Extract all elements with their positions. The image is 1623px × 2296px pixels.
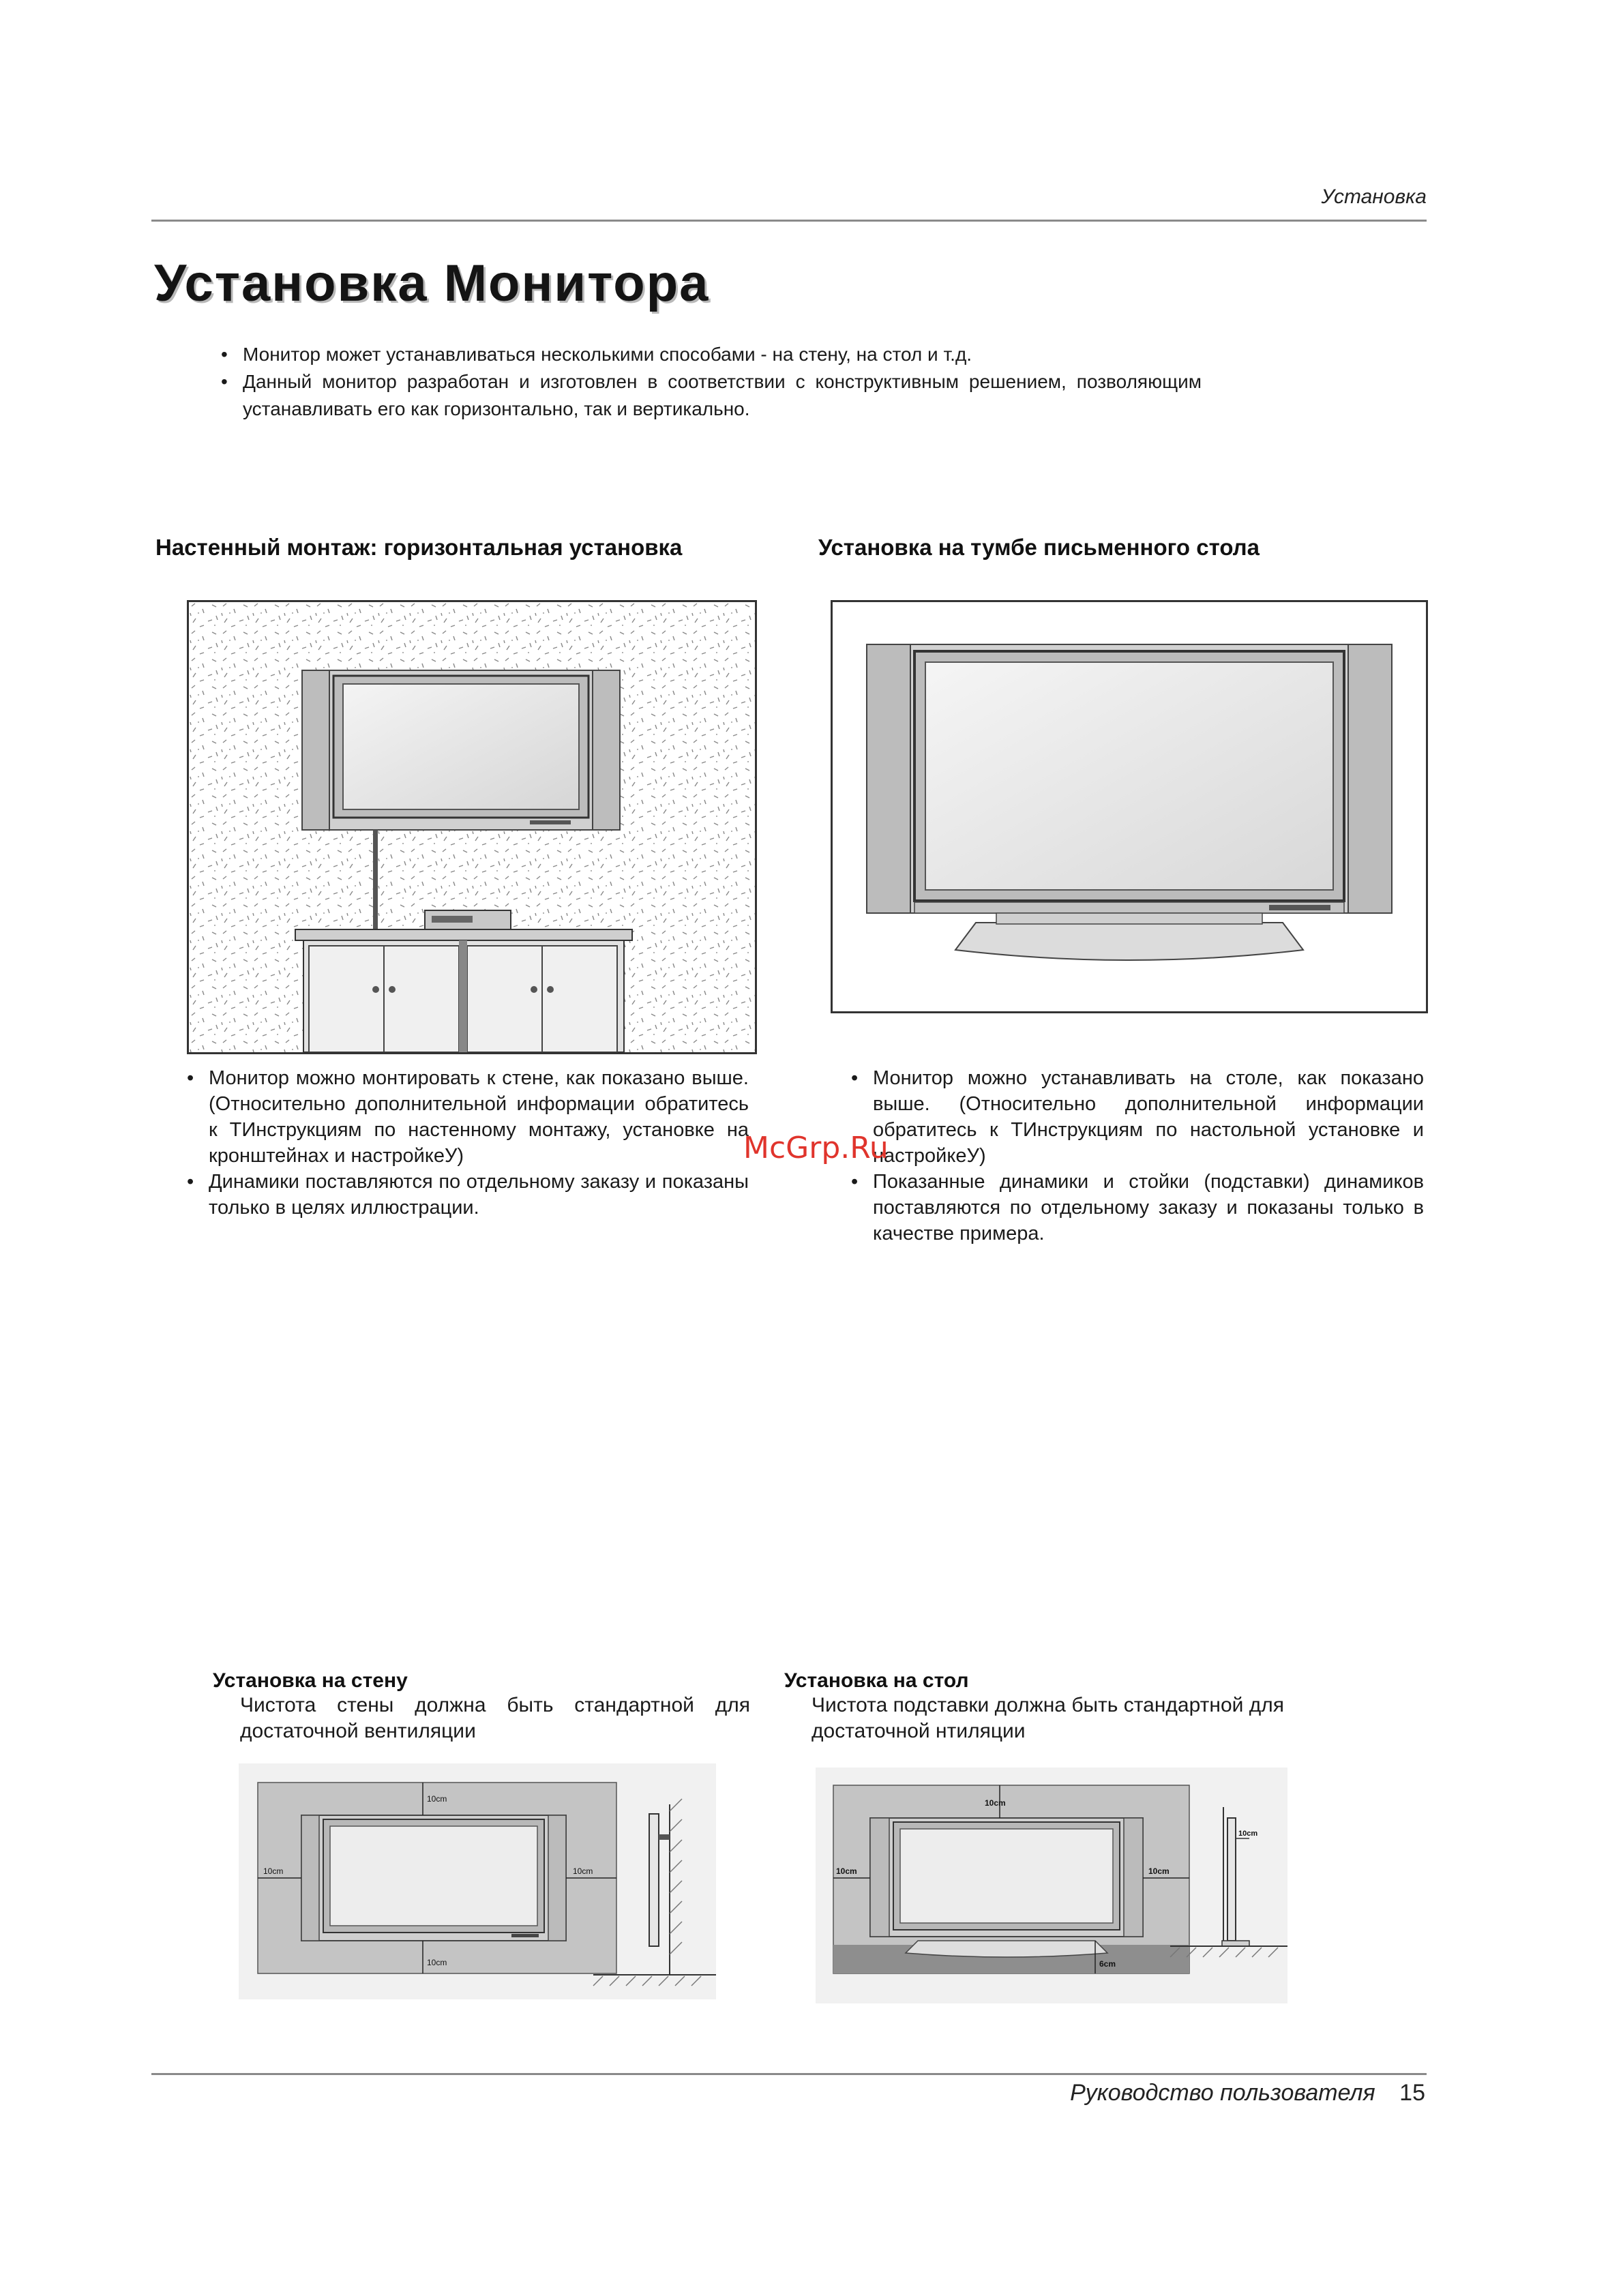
wall-mount-bullet-1: • Монитор можно монтировать к стене, как показано выше. (Относительно дополнительной информации обратитесь к ТИнструкциям по настенному монтажу, установке на кронштейнах и настройкеУ) bbox=[185, 1065, 749, 1169]
footer-rule bbox=[151, 2073, 1427, 2075]
desk-mount-bullets bbox=[850, 1065, 1424, 1247]
header-rule bbox=[151, 220, 1427, 222]
desk-mount-bullet-2: • Показанные динамики и стойки (подставки) динамиков поставляются по отдельному заказу и показаны только в качестве примера. bbox=[850, 1169, 1424, 1247]
desk-mount-heading: Установка на тумбе письменного стола bbox=[818, 535, 1260, 560]
wall-label-top: 10cm bbox=[427, 1794, 447, 1804]
watermark: McGrp.Ru bbox=[743, 1131, 889, 1165]
desk-label-right: 10cm bbox=[1148, 1866, 1170, 1876]
wall-mount-illustration bbox=[187, 600, 757, 1054]
desk-mount-illustration bbox=[831, 600, 1428, 1013]
page-number: 15 bbox=[1399, 2080, 1425, 2106]
footer-title: Руководство пользователя bbox=[1070, 2080, 1375, 2106]
ventilation-desk-heading: Установка на стол bbox=[784, 1669, 969, 1692]
wall-mount-heading: Настенный монтаж: горизонтальная установка bbox=[155, 535, 683, 560]
ventilation-desk-illustration bbox=[816, 1768, 1287, 2003]
intro-bullets bbox=[220, 341, 1202, 423]
ventilation-desk-text: Чистота подставки должна быть стандартной для достаточной нтиляции bbox=[812, 1694, 1284, 1742]
intro-bullet-2: • Данный монитор разработан и изготовлен в соответствии с конструктивным решением, позволяющим устанавливать его как горизонтально, так и вертикально. bbox=[220, 368, 1202, 423]
wall-mount-bullets bbox=[185, 1065, 749, 1221]
section-label: Установка bbox=[1321, 185, 1427, 208]
desk-mount-bullet-1: • Монитор можно устанавливать на столе, как показано выше. (Относительно дополнительной информации обратитесь к ТИнструкциям по настольной установке и настройкеУ) bbox=[850, 1065, 1424, 1169]
desk-label-left: 10cm bbox=[836, 1866, 857, 1876]
intro-bullet-1: • Монитор может устанавливаться несколькими способами - на стену, на стол и т.д. bbox=[220, 341, 1202, 368]
desk-label-bottom: 6cm bbox=[1099, 1959, 1116, 1969]
page-title: Установка Монитора bbox=[154, 254, 710, 312]
wall-mount-bullet-2: • Динамики поставляются по отдельному заказу и показаны только в целях иллюстрации. bbox=[185, 1169, 749, 1221]
ventilation-wall-illustration bbox=[239, 1763, 716, 1999]
footer bbox=[1070, 2080, 1425, 2106]
wall-label-left: 10cm bbox=[263, 1866, 284, 1876]
ventilation-wall-heading: Установка на стену bbox=[213, 1669, 408, 1692]
desk-label-side: 10cm bbox=[1238, 1830, 1258, 1838]
wall-label-right: 10cm bbox=[573, 1866, 593, 1876]
desk-label-top: 10cm bbox=[985, 1798, 1006, 1808]
wall-label-bottom: 10cm bbox=[427, 1958, 447, 1967]
ventilation-wall-text: Чистота стены должна быть стандартной для достаточной вентиляции bbox=[240, 1694, 750, 1742]
